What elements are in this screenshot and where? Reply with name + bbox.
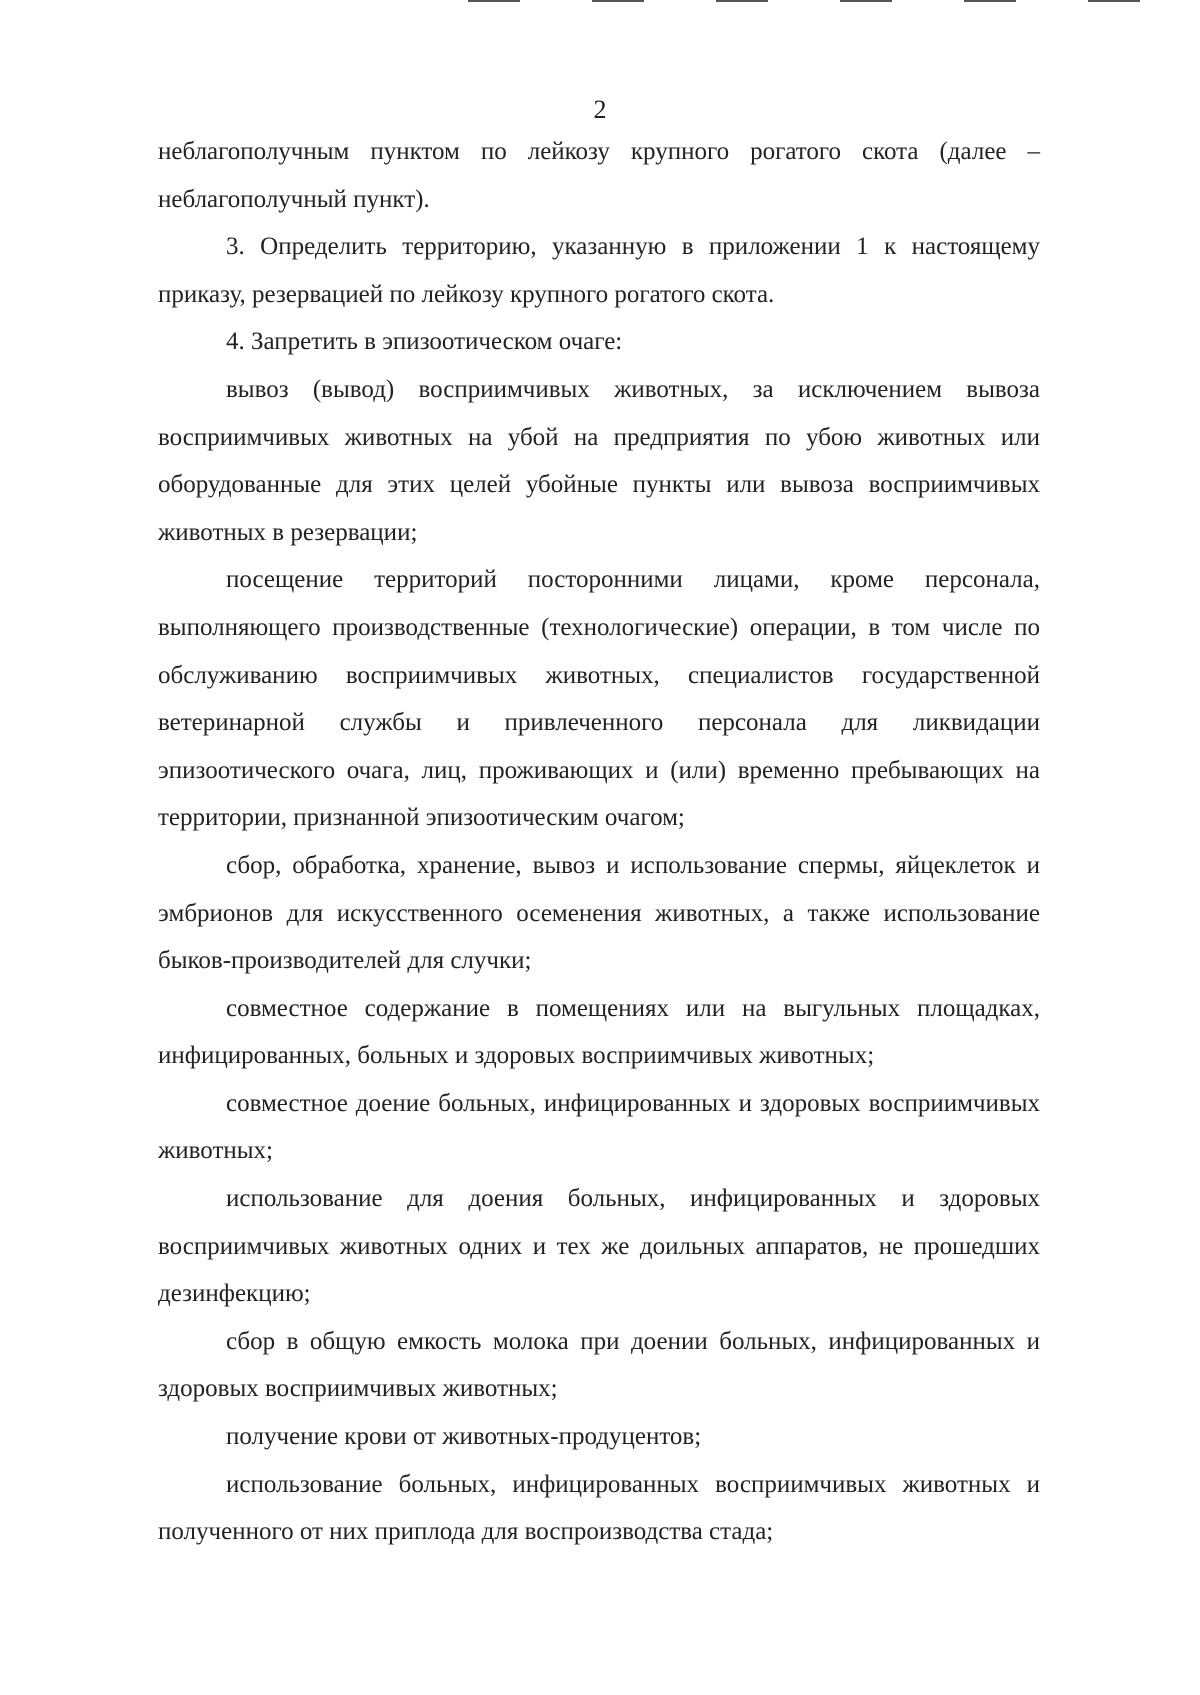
top-mark	[964, 0, 1016, 2]
paragraph-item-4: 4. Запретить в эпизоотическом очаге:	[226, 328, 623, 356]
prohibition-joint-milking: совместное доение больных, инфицированных и здоровых восприимчивых животных;	[158, 1089, 1040, 1165]
prohibition-semen: сбор, обработка, хранение, вывоз и использование спермы, яйцеклеток и эмбрионов для искусственного осеменения животных, а также использование быков-производителей для случки;	[158, 851, 1040, 975]
paragraph-item-3: 3. Определить территорию, указанную в приложении 1 к настоящему приказу, резервацией по лейкозу крупного рогатого скота.	[158, 233, 1040, 308]
document-body	[158, 128, 1040, 1556]
top-mark	[592, 0, 644, 2]
top-mark	[468, 0, 520, 2]
page-number: 2	[593, 95, 607, 124]
top-mark	[716, 0, 768, 2]
prohibition-blood: получение крови от животных-продуцентов;	[226, 1423, 702, 1451]
top-scan-marks	[0, 0, 1200, 4]
prohibition-milking-equipment: использование для доения больных, инфицированных и здоровых восприимчивых животных одних и тех же доильных аппаратов, не прошедших дезинфекцию;	[158, 1185, 1040, 1308]
paragraph-continuation: неблагополучным пунктом по лейкозу крупного рогатого скота (далее – неблагополучный пункт).	[158, 138, 1040, 213]
prohibition-milk-collection: сбор в общую емкость молока при доении больных, инфицированных и здоровых восприимчивых животных;	[158, 1327, 1040, 1403]
prohibition-breeding: использование больных, инфицированных восприимчивых животных и полученного от них приплода для воспроизводства стада;	[158, 1470, 1040, 1546]
prohibition-joint-keeping: совместное содержание в помещениях или на выгульных площадках, инфицированных, больных и здоровых восприимчивых животных;	[158, 994, 1040, 1070]
prohibition-removal: вывоз (вывод) восприимчивых животных, за исключением вывоза восприимчивых животных на убой на предприятия по убою животных или оборудованные для этих целей убойные пункты или вывоза восприимчивых животных в резервации;	[158, 375, 1040, 546]
top-mark	[840, 0, 892, 2]
prohibition-visits: посещение территорий посторонними лицами, кроме персонала, выполняющего производственные (технологические) операции, в том числе по обслуживанию восприимчивых животных, специалистов государственной ветеринарной службы и привлеченного персонала для ликвидации эпизоотического очага, лиц, проживающих и (или) временно пребывающих на территории, признанной эпизоотическим очагом;	[158, 566, 1040, 832]
top-mark	[1088, 0, 1140, 2]
